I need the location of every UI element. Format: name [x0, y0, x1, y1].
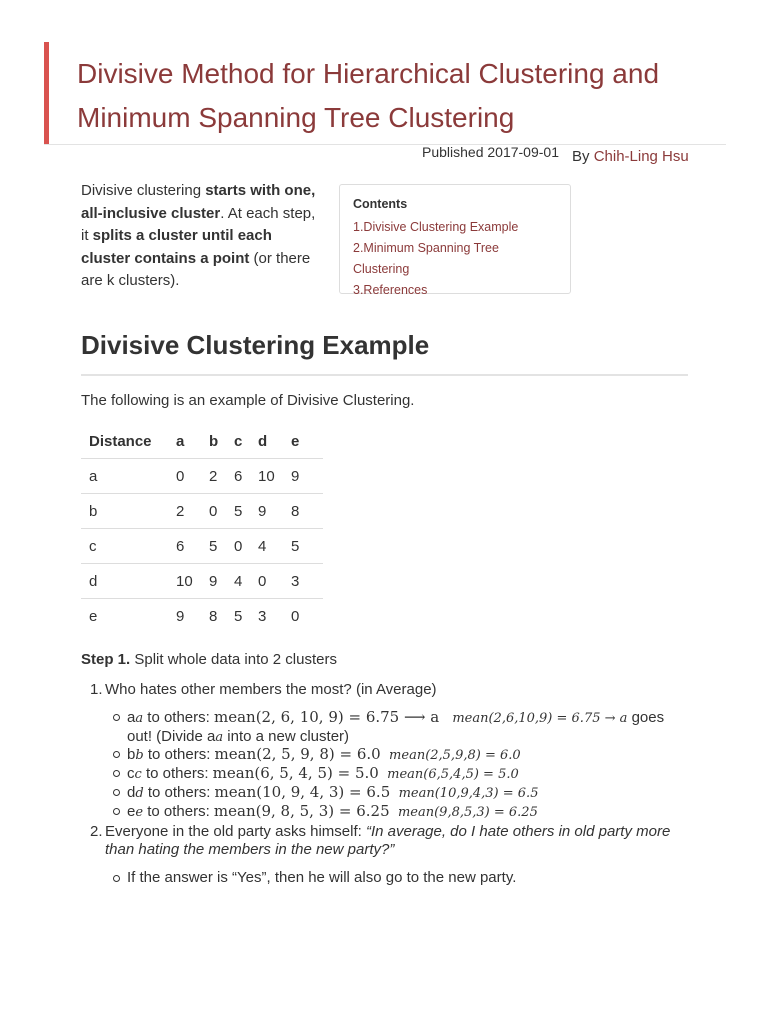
- table-cell: 2: [176, 494, 209, 529]
- table-cell: 5: [234, 494, 258, 529]
- section-intro: The following is an example of Divisive Clustering.: [81, 392, 415, 409]
- table-cell: b: [81, 494, 176, 529]
- var-math: a: [135, 711, 144, 726]
- page-title: Divisive Method for Hierarchical Clustering and Minimum Spanning Tree Clustering: [77, 58, 660, 133]
- section-heading: Divisive Clustering Example: [81, 330, 430, 360]
- list-item-text: Who hates other members the most? (in Average): [105, 681, 437, 698]
- table-header-cell: a: [176, 432, 185, 450]
- var-math: a: [215, 730, 224, 745]
- mean-formula-alt: mean(9,8,5,3) = 6.25: [397, 805, 538, 820]
- mean-formula-alt: mean(2,6,10,9) = 6.75 → a: [452, 711, 628, 726]
- var-math: b: [135, 748, 144, 763]
- var-math: d: [135, 786, 144, 801]
- table-cell: 0: [176, 459, 209, 494]
- toc-link-divisive-clustering[interactable]: 1.Divisive Clustering Example: [353, 220, 519, 234]
- byline: [572, 148, 689, 165]
- table-cell: 6: [176, 529, 209, 564]
- published-date: Published 2017-09-01: [422, 144, 559, 160]
- list-number: 2.: [90, 823, 103, 840]
- bullet-icon: [113, 789, 120, 796]
- table-cell: 8: [291, 494, 323, 529]
- table-row: [81, 459, 323, 494]
- to-others-label: to others:: [143, 709, 214, 726]
- table-cell: 0: [209, 494, 234, 529]
- list-item-quote-line-2: than hating the members in the new party?”: [105, 841, 395, 858]
- section-divider: [81, 374, 688, 376]
- cont-text-2: into a new cluster): [223, 728, 350, 745]
- table-cell: 10: [176, 564, 209, 599]
- table-of-contents: [339, 184, 571, 297]
- table-cell: 6: [234, 459, 258, 494]
- table-cell: 5: [291, 529, 323, 564]
- mean-formula: mean(2, 5, 9, 8) = 6.0: [214, 745, 381, 763]
- mean-formula-alt: mean(6,5,4,5) = 5.0: [387, 767, 519, 782]
- mean-formula: mean(6, 5, 4, 5) = 5.0: [212, 764, 379, 782]
- table-cell: 9: [291, 459, 323, 494]
- toc-link-references[interactable]: 3.References: [353, 283, 428, 297]
- list-item-quote-line-1: “In average, do I hate others in old party more: [365, 823, 671, 840]
- table-row: [81, 564, 323, 599]
- to-others-label: to others:: [143, 784, 215, 801]
- var-math: e: [135, 805, 144, 820]
- table-header-cell: Distance: [89, 432, 152, 450]
- table-cell: 8: [209, 599, 234, 634]
- cont-text-1: out! (Divide a: [127, 728, 216, 745]
- intro-bold-1: starts with one, all-inclusive cluster: [81, 182, 316, 222]
- distance-table: [81, 424, 323, 633]
- table-header-cell: e: [291, 432, 300, 450]
- table-cell: 9: [176, 599, 209, 634]
- table-cell: 4: [258, 529, 291, 564]
- table-cell: c: [81, 529, 176, 564]
- step-label: Step 1.: [81, 651, 131, 668]
- mean-formula: mean(2, 6, 10, 9) = 6.75: [213, 708, 400, 726]
- list-item: [127, 708, 664, 726]
- list-item-text: [105, 823, 705, 859]
- mean-formula-alt: mean(2,5,9,8) = 6.0: [389, 748, 521, 763]
- table-cell: 9: [258, 494, 291, 529]
- toc-title: Contents: [353, 197, 408, 211]
- table-row: [81, 599, 323, 634]
- bullet-icon: [113, 808, 120, 815]
- title-divider: [44, 144, 726, 145]
- mean-formula: mean(9, 8, 5, 3) = 6.25: [213, 802, 390, 820]
- intro-text-3: (or there are k clusters).: [81, 249, 311, 290]
- mean-formula-alt: mean(10,9,4,3) = 6.5: [398, 786, 539, 801]
- intro-bold-2: splits a cluster until each cluster contains a point: [81, 227, 272, 267]
- var-label: a: [127, 709, 136, 726]
- intro-text-1: Divisive clustering: [81, 182, 206, 199]
- var-label: e: [127, 803, 136, 820]
- to-others-label: to others:: [141, 765, 213, 782]
- table-cell: 2: [209, 459, 234, 494]
- table-cell: 0: [258, 564, 291, 599]
- step-heading: [81, 651, 337, 668]
- list-item: [127, 802, 538, 820]
- table-cell: 3: [258, 599, 291, 634]
- table-cell: 4: [234, 564, 258, 599]
- to-others-label: to others:: [143, 803, 214, 820]
- list-item: If the answer is “Yes”, then he will also go to the new party.: [127, 869, 517, 886]
- table-row: [81, 494, 323, 529]
- table-cell: 10: [258, 459, 291, 494]
- title-accent-bar: [44, 42, 49, 144]
- bullet-icon: [113, 751, 120, 758]
- step-text: Split whole data into 2 clusters: [130, 651, 337, 668]
- table-cell: 9: [209, 564, 234, 599]
- to-others-label: to others:: [143, 746, 215, 763]
- intro-paragraph: [81, 180, 317, 293]
- table-header-row: [81, 424, 323, 459]
- toc-link-mst-clustering[interactable]: 2.Minimum Spanning Tree Clustering: [353, 241, 499, 276]
- table-cell: a: [81, 459, 176, 494]
- list-number: 1.: [90, 681, 103, 698]
- intro-text-2: . At each step, it: [81, 204, 316, 245]
- table-cell: 0: [291, 599, 323, 634]
- table-header-cell: d: [258, 432, 268, 450]
- list-item: [127, 764, 519, 782]
- arrow-formula: ⟶ a: [399, 708, 444, 726]
- table-row: [81, 529, 323, 564]
- list-item: [127, 745, 521, 763]
- table-cell: 0: [234, 529, 258, 564]
- list-item-tail: goes: [627, 709, 665, 726]
- var-label: c: [127, 765, 135, 782]
- list-item-continuation: [127, 728, 349, 745]
- mean-formula: mean(10, 9, 4, 3) = 6.5: [214, 783, 391, 801]
- var-label: b: [127, 746, 136, 763]
- bullet-icon: [113, 770, 120, 777]
- table-cell: 5: [209, 529, 234, 564]
- bullet-icon: [113, 875, 120, 882]
- table-cell: d: [81, 564, 176, 599]
- by-label: By: [572, 148, 590, 165]
- var-math: c: [134, 767, 142, 782]
- table-cell: 5: [234, 599, 258, 634]
- list-item: [127, 783, 538, 801]
- var-label: d: [127, 784, 136, 801]
- table-cell: 3: [291, 564, 323, 599]
- table-header-cell: c: [234, 432, 243, 450]
- table-header-cell: b: [209, 432, 219, 450]
- bullet-icon: [113, 714, 120, 721]
- author-link[interactable]: Chih-Ling Hsu: [593, 148, 689, 165]
- table-cell: e: [81, 599, 176, 634]
- list-item-lead: Everyone in the old party asks himself:: [105, 823, 366, 840]
